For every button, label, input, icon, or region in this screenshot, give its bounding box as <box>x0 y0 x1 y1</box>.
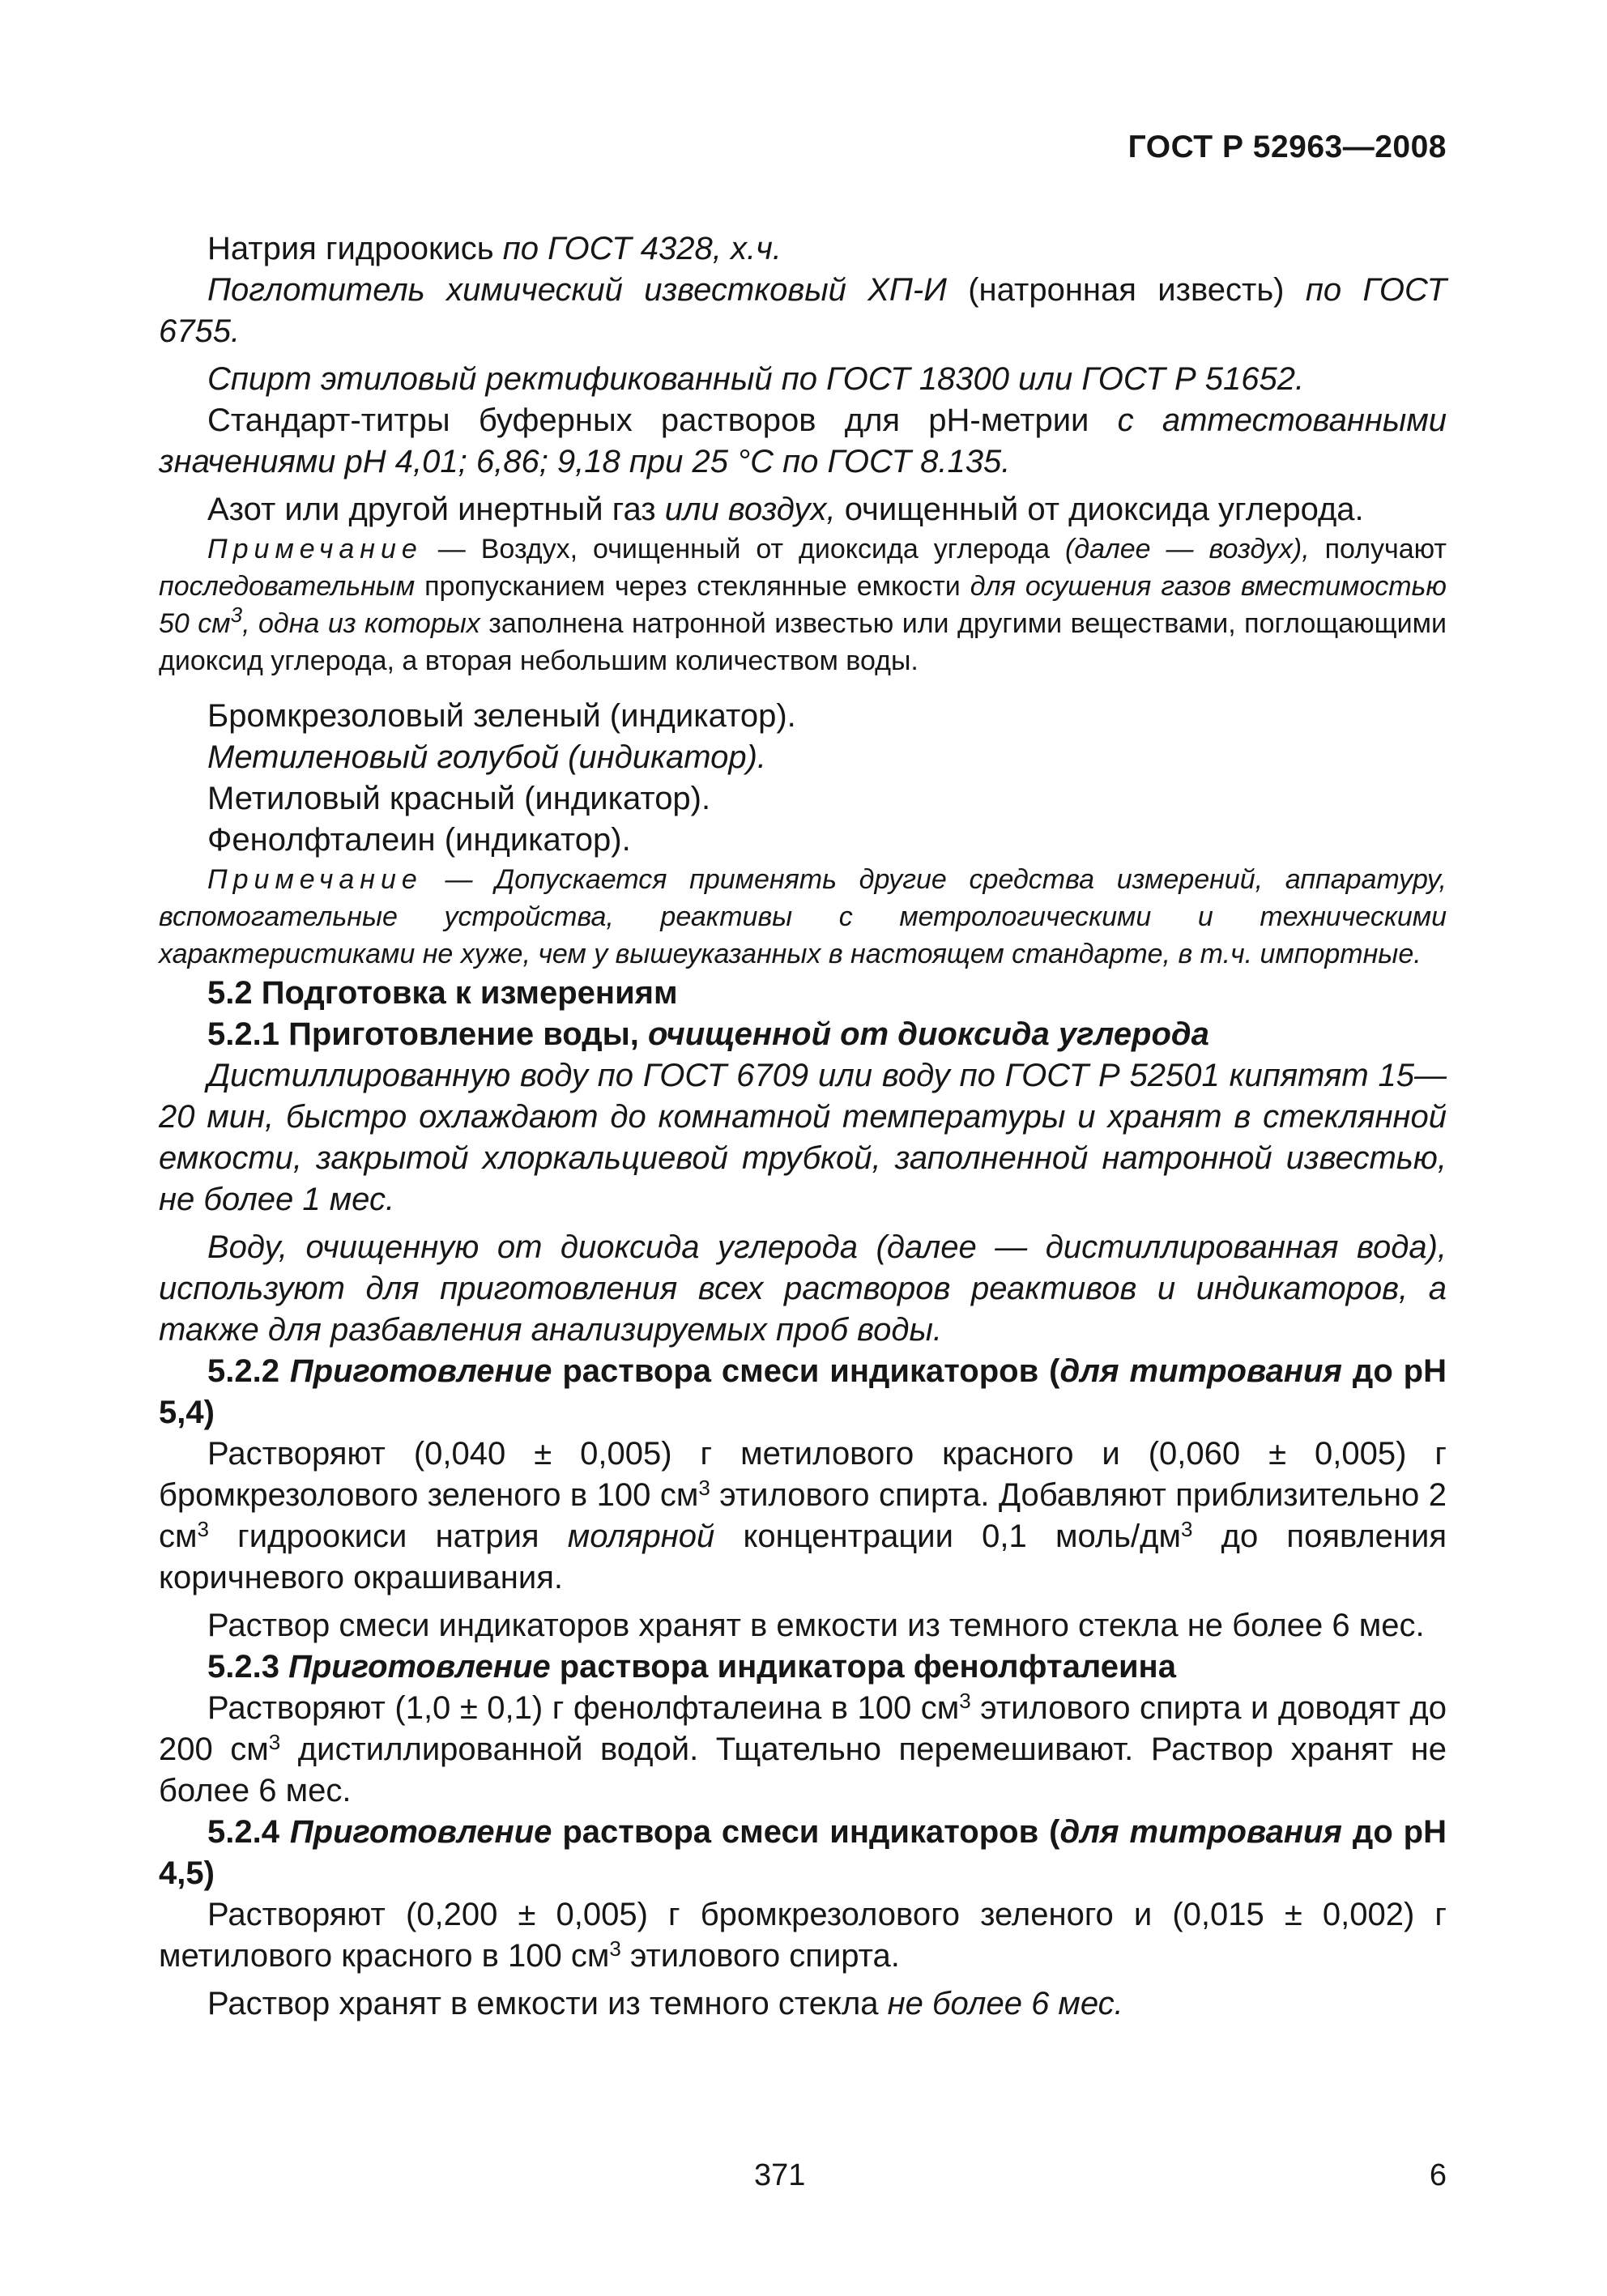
note-alternatives: Примечание — Допускается применять другие средства измерений, аппаратуру, вспомогательные устройства, реактивы с метрологическими и техническими характеристиками не хуже, чем у вышеуказанных в настоящем стандарте, в т.ч. импортные. <box>159 864 1447 969</box>
reagent-ethanol: Спирт этиловый ректификованный по ГОСТ 18300 или ГОСТ Р 51652. <box>207 361 1305 397</box>
page-number-document: 6 <box>1429 2158 1447 2192</box>
indicator-methyl-red: Метиловый красный (индикатор). <box>207 781 711 816</box>
section-5-2-2-para-1: Растворяют (0,040 ± 0,005) г метилового красного и (0,060 ± 0,005) г бромкрезолового зеленого в 100 $см^3$ этилового спирта. Добавляют приблизительно 2 $см^3$ гидроокиси натрия молярной концентрации 0,1 моль/$дм^3$ до появления коричневого окрашивания. <box>159 1436 1447 1595</box>
reagent-buffer-titers: Стандарт-титры буферных растворов для рН-метрии с аттестованными значениями рН 4,01; 6,86; 9,18 при 25 °С по ГОСТ 8.135. <box>159 403 1447 479</box>
indicator-bromocresol-green: Бромкрезоловый зеленый (индикатор). <box>207 698 796 734</box>
document-header: ГОСТ Р 52963—2008 <box>1127 130 1447 164</box>
document-body <box>159 228 1447 2025</box>
section-5-2-1-title: 5.2.1 Приготовление воды, очищенной от диоксида углерода <box>207 1016 1209 1052</box>
page-number-volume: 371 <box>754 2158 806 2192</box>
section-5-2-4-para-2: Раствор хранят в емкости из темного стекла не более 6 мес. <box>207 1986 1123 2021</box>
section-5-2-1-para-2: Воду, очищенную от диоксида углерода (далее — дистиллированная вода), используют для приготовления всех растворов реактивов и индикаторов, а также для разбавления анализируемых проб воды. <box>159 1229 1447 1348</box>
section-5-2-3-para-1: Растворяют (1,0 ± 0,1) г фенолфталеина в 100 $см^3$ этилового спирта и доводят до 200 $см^3$ дистиллированной водой. Тщательно перемешивают. Раствор хранят не более 6 мес. <box>159 1689 1447 1808</box>
section-5-2-4-title: 5.2.4 Приготовление раствора смеси индикаторов (для титрования до рН 4,5) <box>159 1814 1447 1891</box>
note-air: Примечание — Воздух, очищенный от диоксида углерода (далее — воздух), получают последовательным пропусканием через стеклянные емкости для осушения газов вместимостью 50 $см^3$, одна из которых заполнена натронной известью или другими веществами, поглощающими диоксид углерода, а вторая небольшим количеством воды. <box>159 534 1447 676</box>
section-5-2-2-para-2: Раствор смеси индикаторов хранят в емкости из темного стекла не более 6 мес. <box>207 1608 1425 1643</box>
reagent-absorber: Поглотитель химический известковый ХП-И (натронная известь) по ГОСТ 6755. <box>159 272 1447 349</box>
section-5-2-2-title: 5.2.2 Приготовление раствора смеси индикаторов (для титрования до рН 5,4) <box>159 1353 1447 1430</box>
section-5-2-4-para-1: Растворяют (0,200 ± 0,005) г бромкрезолового зеленого и (0,015 ± 0,002) г метилового красного в 100 $см^3$ этилового спирта. <box>159 1897 1447 1974</box>
indicator-methylene-blue: Метиленовый голубой (индикатор). <box>207 739 767 775</box>
indicator-phenolphthalein: Фенолфталеин (индикатор). <box>207 822 631 858</box>
section-5-2-title: 5.2 Подготовка к измерениям <box>207 975 678 1011</box>
note-label: Примечание <box>207 864 423 895</box>
note-label: Примечание <box>207 534 423 564</box>
reagent-sodium-hydroxide: Натрия гидроокись по ГОСТ 4328, х.ч. <box>207 231 782 266</box>
section-5-2-3-title: 5.2.3 Приготовление раствора индикатора фенолфталеина <box>207 1649 1176 1685</box>
reagent-nitrogen: Азот или другой инертный газ или воздух, очищенный от диоксида углерода. <box>207 492 1364 527</box>
section-5-2-1-para-1: Дистиллированную воду по ГОСТ 6709 или воду по ГОСТ Р 52501 кипятят 15—20 мин, быстро охлаждают до комнатной температуры и хранят в стеклянной емкости, закрытой хлоркальциевой трубкой, заполненной натронной известью, не более 1 мес. <box>159 1058 1447 1217</box>
document-page <box>159 0 1447 2296</box>
